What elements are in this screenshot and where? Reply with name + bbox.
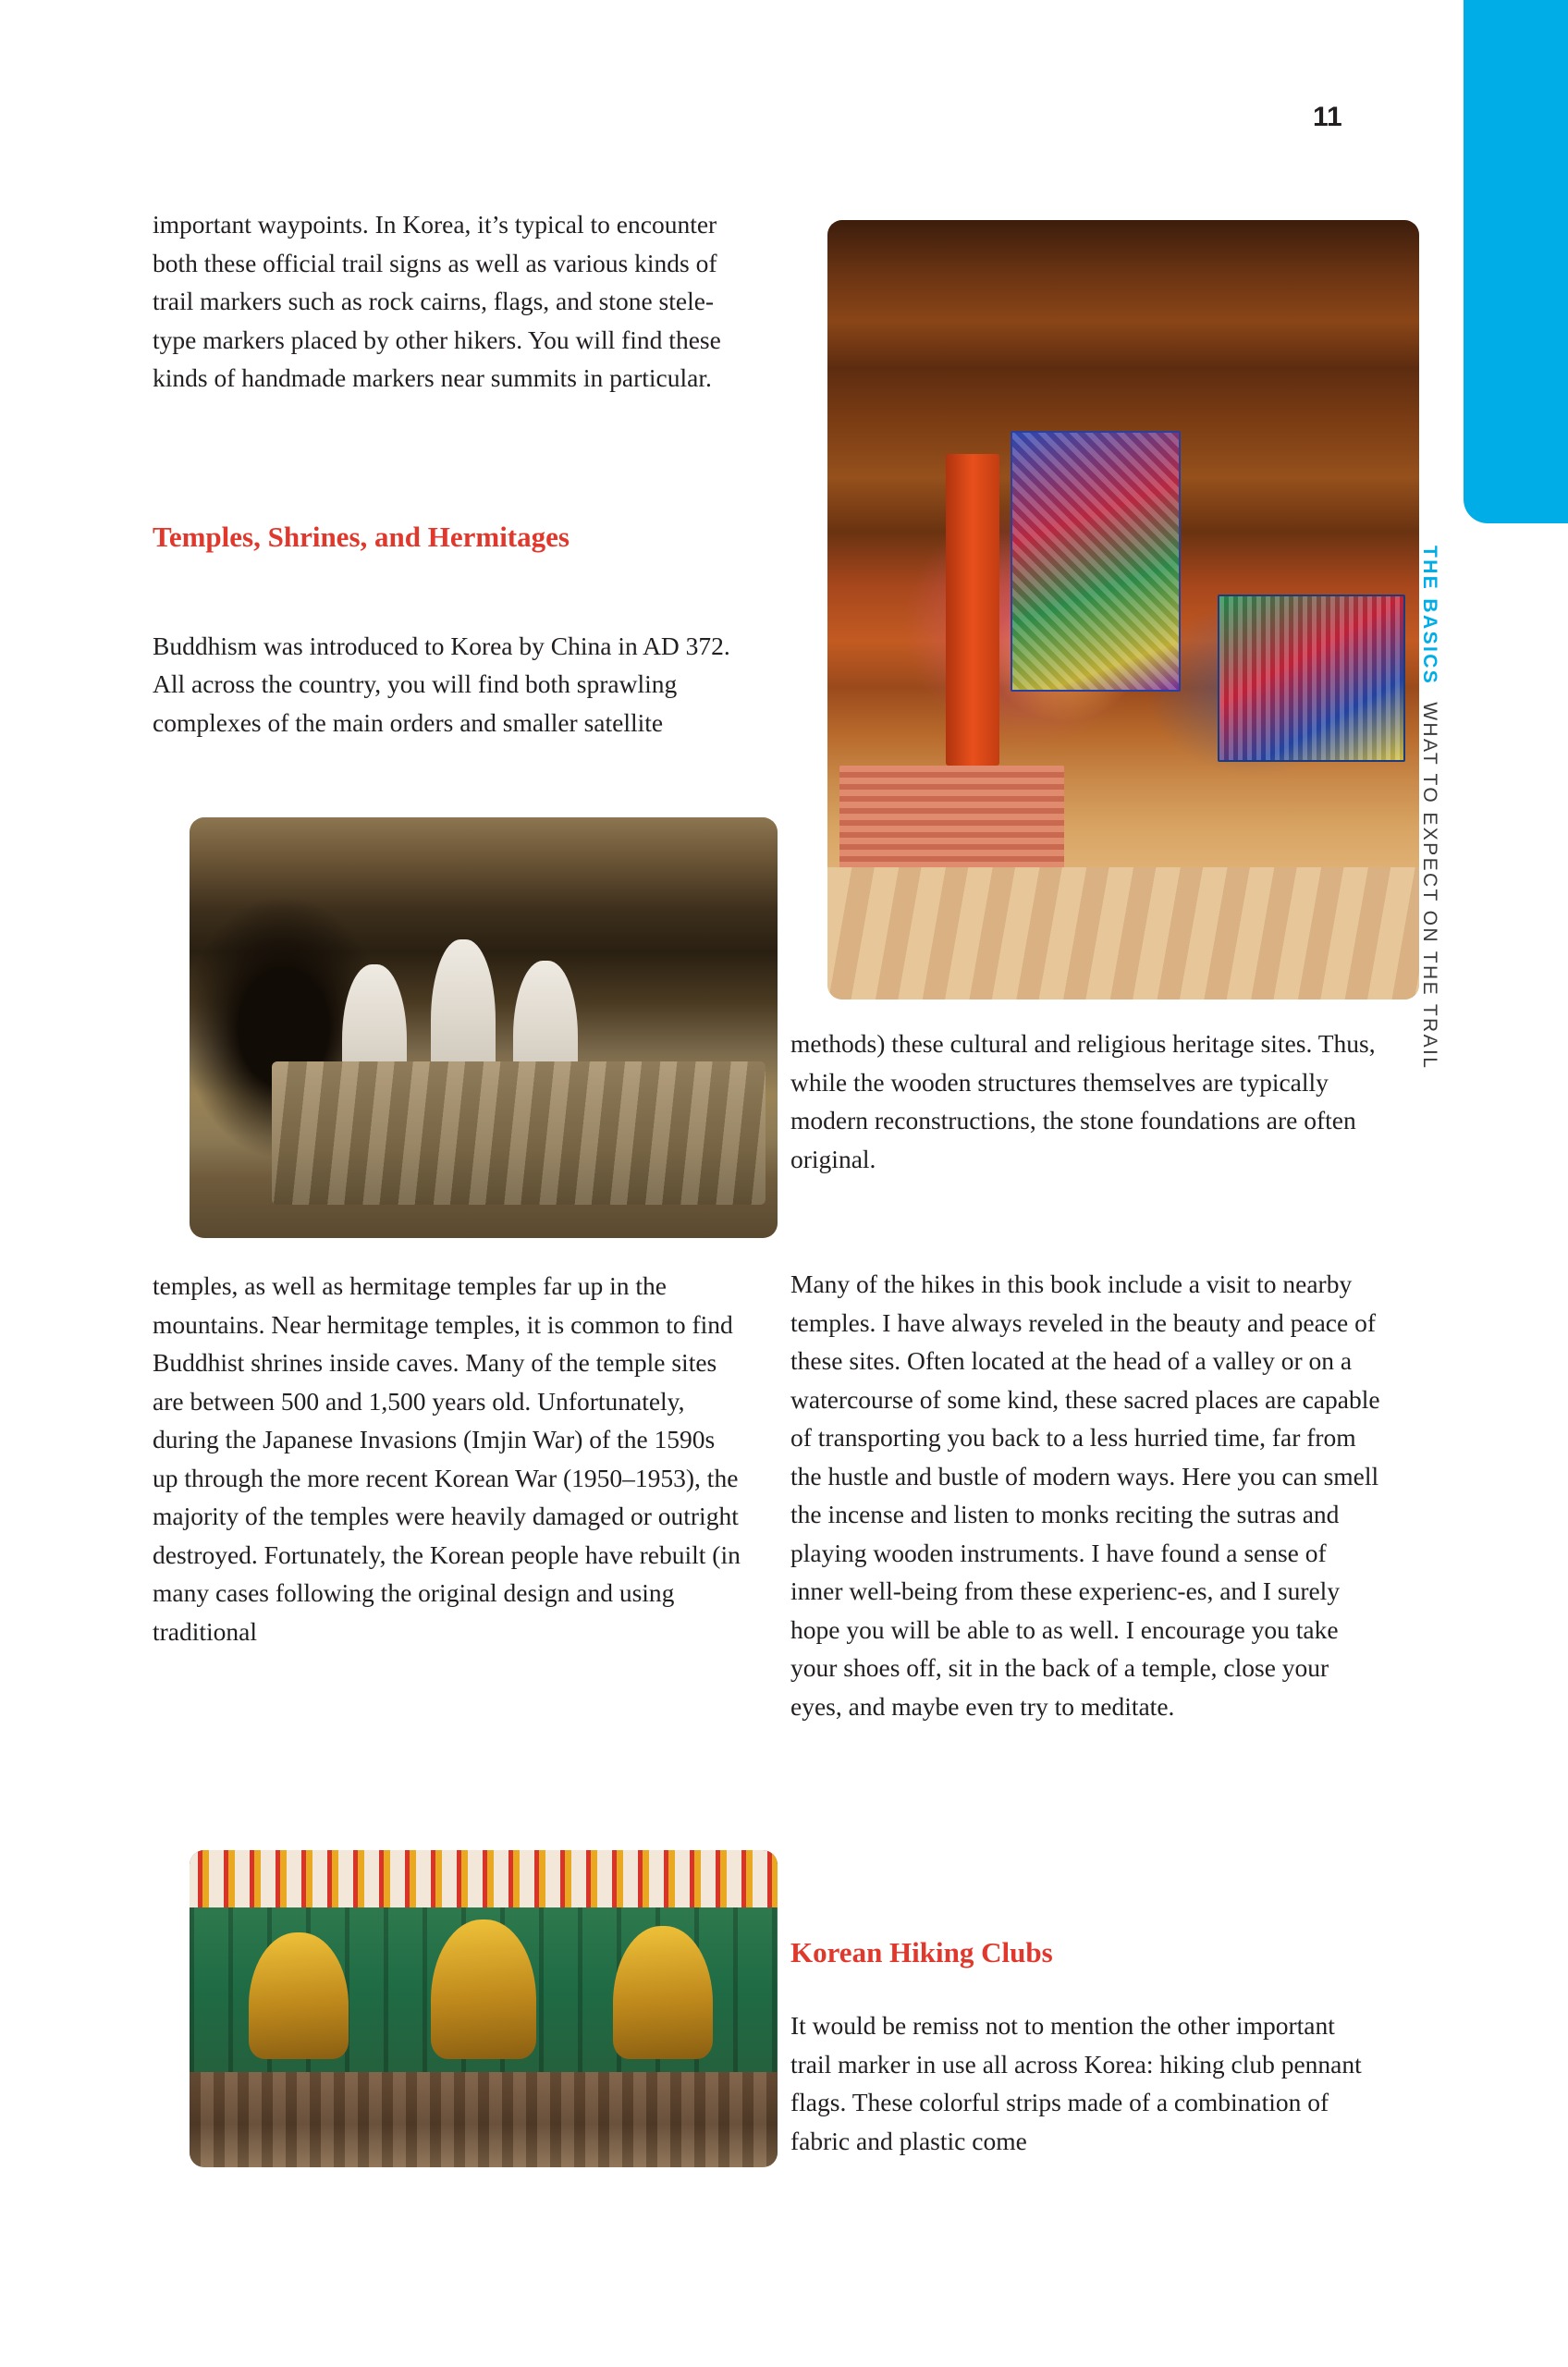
paragraph-hiking-clubs: It would be remiss not to mention the other important trail marker in use all across Korea: hiking club pennant flags. These colorful strips made of a combination of fabric and plastic come bbox=[790, 2011, 1362, 2155]
hanging-lanterns bbox=[190, 1850, 778, 1907]
golden-buddha-statue bbox=[249, 1932, 349, 2059]
right-column-hikes-text bbox=[790, 1265, 1382, 1725]
left-column-intro-text bbox=[153, 205, 741, 398]
paragraph-hermitage-temples: temples, as well as hermitage temples far up in the mountains. Near hermitage temples, it is common to find Buddhist shrines inside caves. Many of the temple sites are between 500 and 1,500 years old. Unfortunately, during the Japanese Invasions (Imjin War) of the 1590s up through the more recent Korean War (1950–1953), the majority of the temples were heavily damaged or outright destroyed. Fortunately, the Korean people have rebuilt (in many cases following the original design and using traditional bbox=[153, 1271, 741, 1646]
altar-table bbox=[190, 2072, 778, 2167]
temple-painted-banner bbox=[1218, 595, 1404, 762]
photo-cave-shrine-image bbox=[190, 817, 778, 1238]
page-number: 11 bbox=[1313, 102, 1342, 132]
paragraph-buddhism-intro: Buddhism was introduced to Korea by China in AD 372. All across the country, you will find both sprawling complexes of the main orders and smaller satellite bbox=[153, 631, 730, 737]
photo-three-golden-buddhas-image bbox=[190, 1850, 778, 2167]
paragraph-buddhism-intro-wrap bbox=[153, 601, 741, 767]
paragraph-waypoints: important waypoints. In Korea, it’s typical to encounter both these official trail signs as well as various kinds of trail markers such as rock cairns, flags, and stone stele-type markers placed by other hikers. You will find these kinds of handmade markers near summits in particular. bbox=[153, 210, 721, 392]
left-column-temples-text bbox=[153, 1267, 741, 1650]
golden-buddha-statue bbox=[613, 1926, 713, 2059]
cave-buddha-statue bbox=[431, 939, 496, 1074]
temple-red-pillar bbox=[946, 454, 999, 766]
temple-painted-banner bbox=[1011, 431, 1180, 692]
heading-temples-shrines-hermitages: Temples, Shrines, and Hermitages bbox=[153, 521, 570, 553]
paragraph-many-hikes: Many of the hikes in this book include a visit to nearby temples. I have always reveled in the beauty and peace of these sites. Often located at the head of a valley or on a watercourse of some kind, these sacred places are capable of transporting you back to a less hurried time, far from the hustle and bustle of modern ways. Here you can smell the incense and listen to monks reciting the sutras and playing wooden instruments. I have found a sense of inner well-being from these experienc-es, and I surely hope you will be able to as well. I encourage you take your shoes off, sit in the back of a temple, close your eyes, and maybe even try to meditate. bbox=[790, 1269, 1380, 1721]
paragraph-heritage-sites: methods) these cultural and religious heritage sites. Thus, while the wooden structures themselves are typically modern reconstructions, the stone foundations are often original. bbox=[790, 1029, 1376, 1173]
temple-wooden-floor bbox=[827, 867, 1419, 1000]
right-column-methods-text bbox=[790, 1024, 1382, 1178]
photo-cave-shrine bbox=[190, 817, 778, 1238]
running-head-subsection: WHAT TO EXPECT ON THE TRAIL bbox=[1419, 702, 1440, 1071]
photo-temple-interior bbox=[827, 220, 1419, 1000]
photo-temple-interior-image bbox=[827, 220, 1419, 1000]
photo-three-golden-buddhas bbox=[190, 1850, 778, 2167]
running-head-section: THE BASICS bbox=[1419, 546, 1440, 686]
right-column-clubs-text bbox=[790, 2006, 1382, 2160]
cave-stone-platform bbox=[272, 1061, 766, 1205]
heading-korean-hiking-clubs: Korean Hiking Clubs bbox=[790, 1936, 1053, 1968]
section-color-tab bbox=[1464, 0, 1568, 523]
